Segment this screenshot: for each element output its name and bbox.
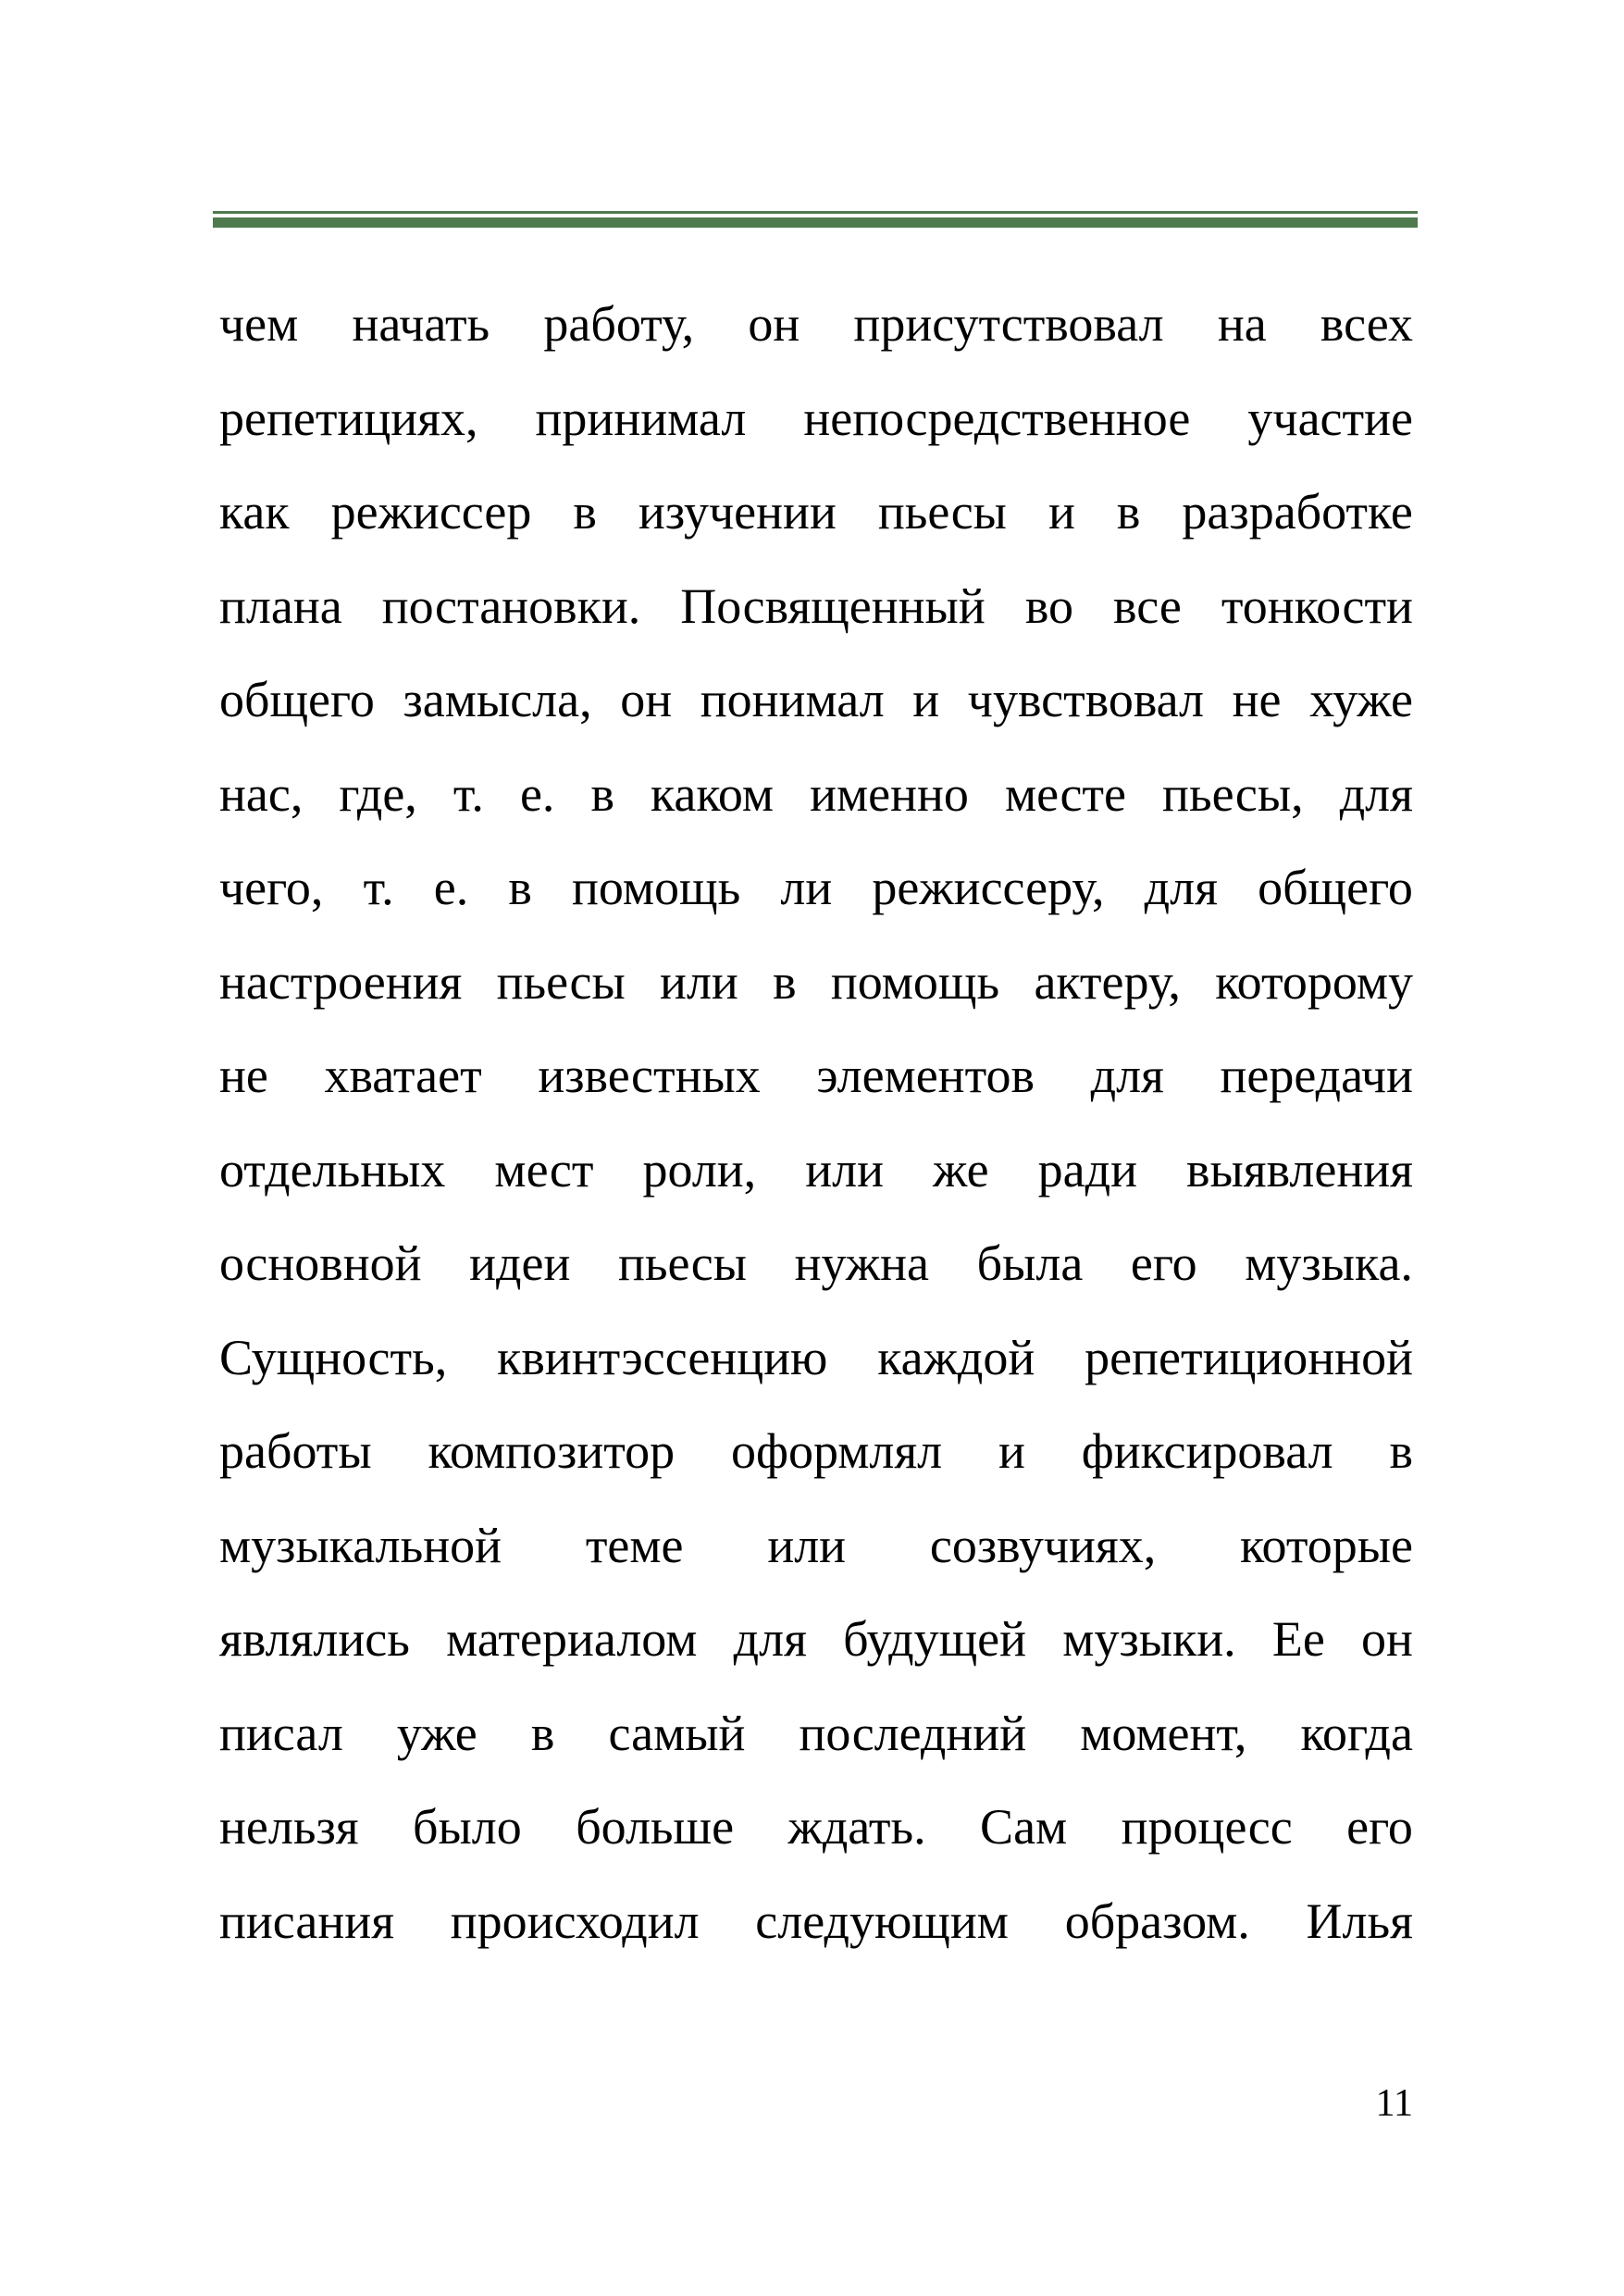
text-word: работы: [219, 1423, 372, 1479]
text-word: все: [1113, 577, 1182, 634]
text-word: помощь: [572, 860, 741, 915]
text-word: же: [933, 1141, 989, 1198]
text-word: нужна: [794, 1235, 930, 1291]
text-word: или: [660, 953, 738, 1010]
text-line: [219, 278, 1413, 372]
text-word: в: [1389, 1423, 1413, 1479]
text-word: настроения: [219, 953, 463, 1010]
text-word: и: [912, 672, 940, 727]
text-line: [219, 936, 1413, 1030]
text-line: [219, 653, 1413, 748]
text-word: или: [805, 1141, 884, 1198]
text-word: не: [219, 1048, 268, 1103]
text-word: ждать.: [787, 1799, 926, 1855]
text-word: которые: [1240, 1517, 1413, 1573]
text-word: квинтэссенцию: [497, 1329, 828, 1385]
text-word: чем: [219, 296, 299, 352]
text-word: каждой: [877, 1329, 1035, 1385]
text-word: режиссеру,: [872, 860, 1105, 915]
text-word: была: [976, 1235, 1084, 1291]
text-word: будущей: [843, 1611, 1027, 1667]
text-word: музыкальной: [219, 1517, 502, 1573]
text-word: самый: [608, 1705, 746, 1761]
text-line: [219, 1217, 1413, 1311]
text-word: общего: [219, 672, 375, 727]
text-word: он: [1361, 1611, 1413, 1667]
text-word: или: [767, 1517, 847, 1573]
text-word: которому: [1215, 953, 1413, 1010]
text-word: помощь: [830, 953, 1000, 1010]
text-word: Ее: [1271, 1611, 1325, 1667]
text-word: писания: [219, 1893, 395, 1949]
text-word: Илья: [1306, 1893, 1413, 1949]
text-line: [219, 748, 1413, 842]
text-word: е.: [433, 860, 469, 915]
text-word: Сущность,: [219, 1329, 448, 1385]
text-word: участие: [1247, 390, 1413, 446]
text-word: чего,: [219, 860, 324, 915]
text-word: присутствовал: [853, 296, 1164, 352]
text-word: режиссер: [330, 484, 532, 540]
text-word: мест: [494, 1141, 594, 1198]
text-word: тонкости: [1221, 577, 1413, 634]
text-word: процесс: [1121, 1799, 1293, 1855]
text-word: замысла,: [403, 672, 592, 727]
text-word: актеру,: [1034, 953, 1181, 1010]
text-word: он: [748, 296, 800, 352]
text-word: Посвященный: [680, 577, 986, 634]
text-word: идеи: [469, 1235, 571, 1291]
text-word: в: [573, 484, 597, 540]
text-word: следующим: [755, 1893, 1009, 1949]
text-word: в: [590, 765, 614, 822]
text-line: [219, 1123, 1413, 1218]
text-word: композитор: [428, 1423, 676, 1479]
text-word: понимал: [700, 672, 885, 727]
text-word: он: [620, 672, 673, 727]
text-word: образом.: [1064, 1893, 1250, 1949]
text-word: в: [773, 953, 797, 1010]
text-word: отдельных: [219, 1141, 446, 1198]
text-word: разработке: [1182, 484, 1413, 540]
text-word: материалом: [446, 1611, 698, 1667]
text-word: в: [508, 860, 532, 915]
text-word: непосредственное: [803, 390, 1191, 446]
text-word: нельзя: [219, 1799, 359, 1855]
text-line: [219, 1593, 1413, 1687]
text-word: основной: [219, 1235, 422, 1291]
text-word: каком: [651, 765, 775, 822]
text-word: общего: [1258, 860, 1413, 915]
text-line: [219, 1781, 1413, 1875]
text-word: происходил: [450, 1893, 700, 1949]
text-word: работу,: [543, 296, 695, 352]
text-word: т.: [452, 765, 484, 822]
text-word: уже: [396, 1705, 477, 1761]
header-rule-thin-line: [213, 211, 1418, 214]
text-word: для: [733, 1611, 807, 1667]
text-word: музыка.: [1245, 1235, 1413, 1291]
text-word: выявления: [1186, 1141, 1413, 1198]
text-word: репетиционной: [1085, 1329, 1413, 1385]
text-word: т.: [363, 860, 394, 915]
text-word: для: [1339, 765, 1413, 822]
text-word: было: [413, 1799, 522, 1855]
text-word: месте: [1004, 765, 1126, 822]
text-word: пьесы: [496, 953, 626, 1010]
body-text: [219, 278, 1413, 1968]
page-number: 11: [1375, 2082, 1413, 2125]
text-word: теме: [585, 1517, 684, 1573]
text-word: фиксировал: [1081, 1423, 1333, 1479]
text-word: нас,: [219, 765, 304, 822]
text-word: пьесы: [877, 484, 1007, 540]
text-word: изучении: [638, 484, 837, 540]
text-line: [219, 560, 1413, 654]
text-word: пьесы,: [1162, 765, 1304, 822]
text-word: всех: [1320, 296, 1413, 352]
header-rule-thick-line: [213, 217, 1418, 228]
text-word: не: [1232, 672, 1282, 727]
text-word: для: [1090, 1048, 1164, 1103]
text-word: больше: [576, 1799, 735, 1855]
text-word: роли,: [642, 1141, 757, 1198]
text-word: принимал: [535, 390, 747, 446]
text-word: е.: [519, 765, 555, 822]
text-word: ли: [780, 860, 833, 915]
text-word: репетициях,: [219, 390, 478, 446]
text-word: как: [219, 484, 290, 540]
text-word: элементов: [816, 1048, 1035, 1103]
text-word: являлись: [219, 1611, 410, 1667]
text-word: его: [1346, 1799, 1413, 1855]
text-word: постановки.: [381, 577, 641, 634]
text-word: хуже: [1309, 672, 1413, 727]
text-word: именно: [810, 765, 969, 822]
text-word: на: [1217, 296, 1267, 352]
text-word: момент,: [1080, 1705, 1247, 1761]
text-line: [219, 372, 1413, 466]
text-line: [219, 1499, 1413, 1594]
text-word: начать: [352, 296, 490, 352]
text-word: для: [1144, 860, 1218, 915]
text-word: плана: [219, 577, 342, 634]
text-line: [219, 1311, 1413, 1406]
text-word: и: [1048, 484, 1075, 540]
text-line: [219, 1029, 1413, 1123]
text-word: писал: [219, 1705, 343, 1761]
text-word: и: [998, 1423, 1025, 1479]
text-word: известных: [538, 1048, 761, 1103]
text-word: в: [530, 1705, 555, 1761]
text-line: [219, 465, 1413, 560]
text-word: во: [1024, 577, 1073, 634]
text-word: хватает: [324, 1048, 482, 1103]
text-word: его: [1130, 1235, 1197, 1291]
text-line: [219, 1405, 1413, 1499]
text-word: оформлял: [731, 1423, 943, 1479]
text-word: передачи: [1220, 1048, 1413, 1103]
text-word: когда: [1300, 1705, 1413, 1761]
text-line: [219, 1687, 1413, 1781]
header-rule: [213, 211, 1418, 233]
text-word: где,: [339, 765, 417, 822]
text-word: чувствовал: [967, 672, 1205, 727]
text-word: ради: [1037, 1141, 1137, 1198]
text-word: музыки.: [1062, 1611, 1236, 1667]
text-word: созвучиях,: [929, 1517, 1157, 1573]
text-word: пьесы: [617, 1235, 748, 1291]
text-line: [219, 1875, 1413, 1969]
text-word: в: [1116, 484, 1141, 540]
text-word: последний: [799, 1705, 1027, 1761]
text-line: [219, 841, 1413, 936]
text-word: Сам: [980, 1799, 1068, 1855]
